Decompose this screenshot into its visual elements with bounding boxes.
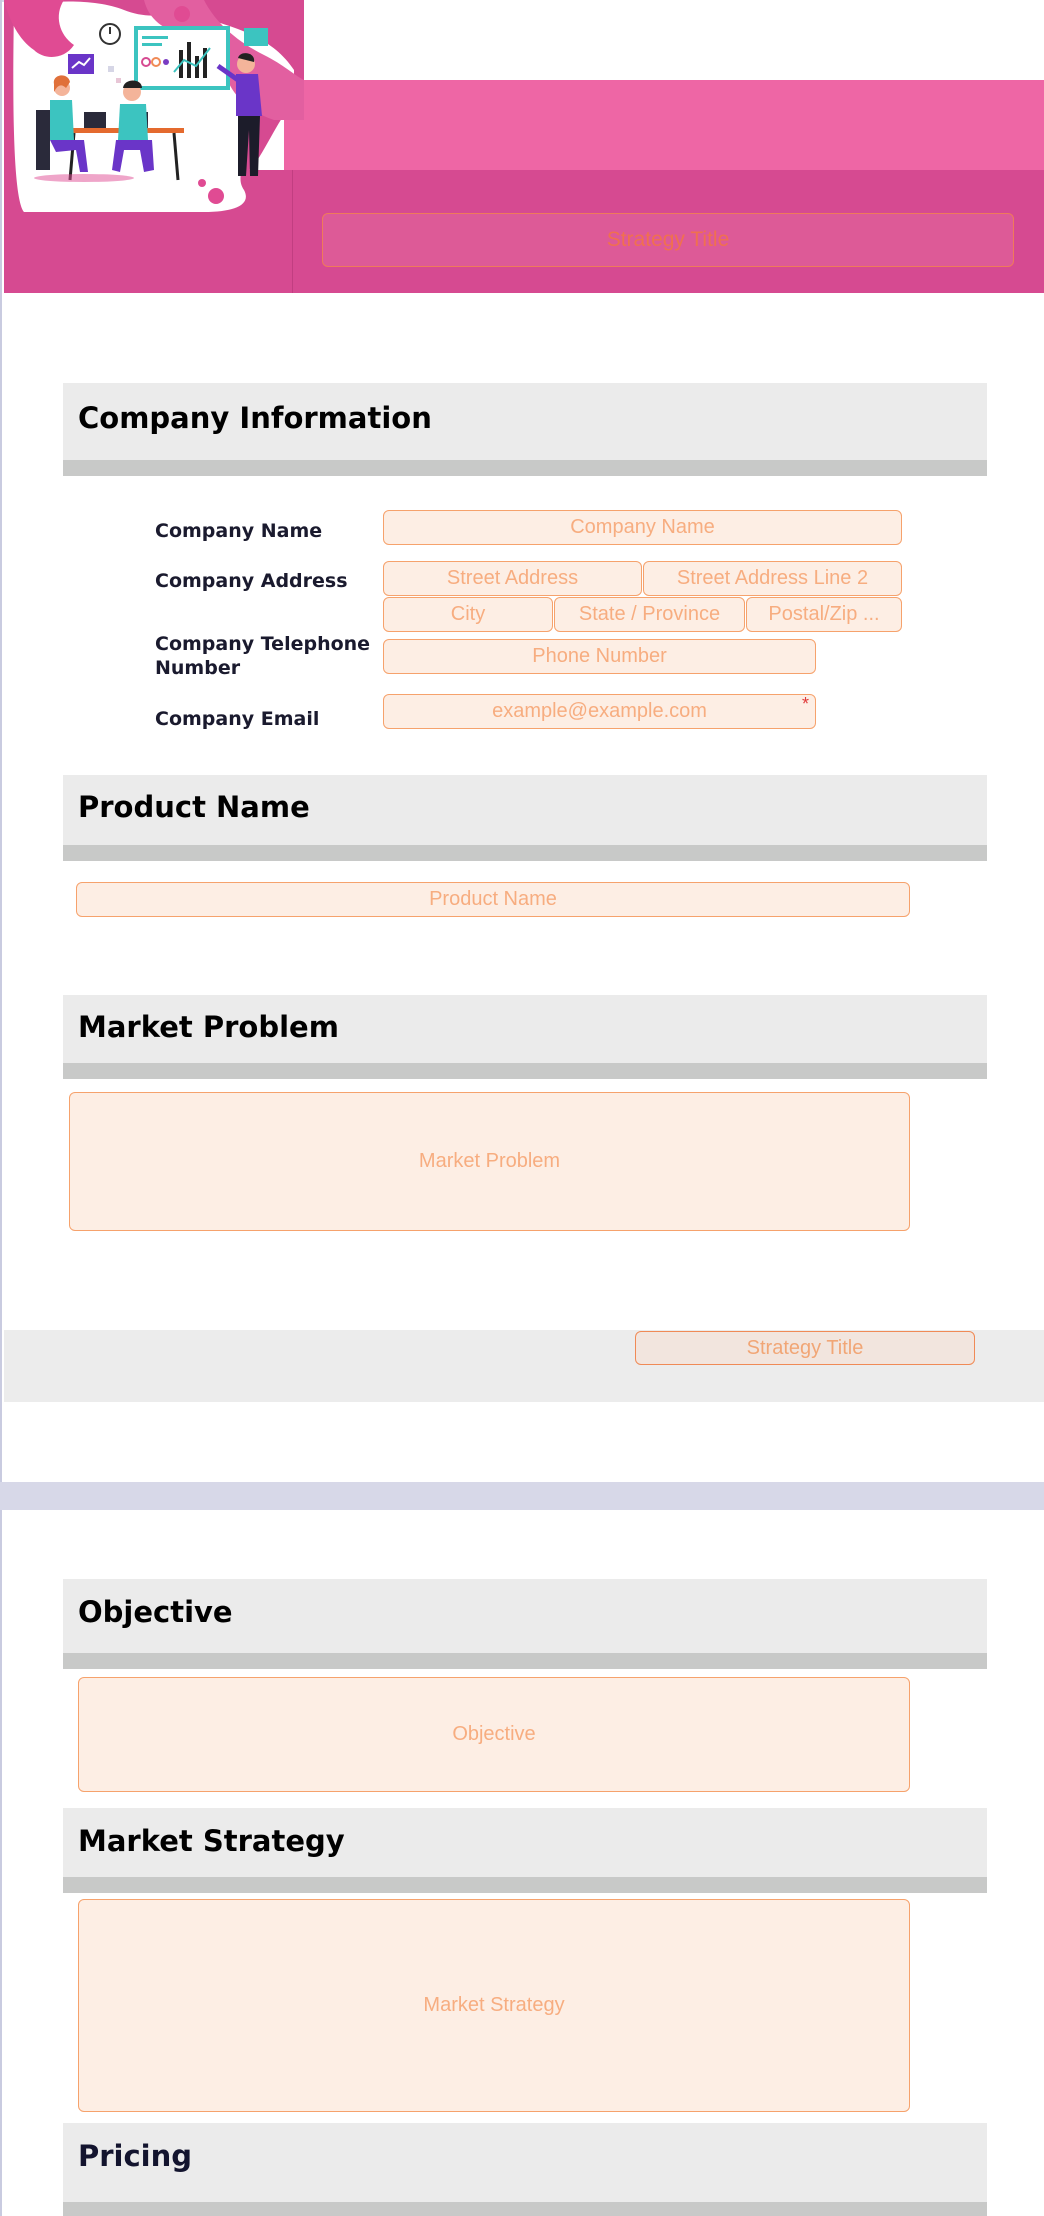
section-underline-bar (63, 2202, 987, 2216)
company-address-label: Company Address (155, 570, 348, 592)
postal-zip-input[interactable]: Postal/Zip ... (746, 597, 902, 632)
market-strategy-heading: Market Strategy (78, 1824, 345, 1858)
email-input[interactable]: example@example.com (383, 694, 816, 729)
company-email-label: Company Email (155, 708, 320, 730)
state-province-input[interactable]: State / Province (554, 597, 745, 632)
required-asterisk: * (802, 694, 810, 714)
pricing-section-header (63, 2123, 987, 2216)
team-meeting-illustration (4, 0, 304, 215)
product-name-heading: Product Name (78, 790, 310, 824)
page-left-edge (0, 0, 2, 2216)
objective-section-header (63, 1579, 987, 1669)
objective-heading: Objective (78, 1595, 233, 1629)
product-name-input[interactable]: Product Name (76, 882, 910, 917)
street-address-input[interactable]: Street Address (383, 561, 642, 596)
section-underline-bar (63, 1653, 987, 1669)
street-address-line2-input[interactable]: Street Address Line 2 (643, 561, 902, 596)
objective-textarea[interactable]: Objective (78, 1677, 910, 1792)
page-break (0, 1482, 1044, 1510)
company-name-input[interactable]: Company Name (383, 510, 902, 545)
header-pink-band (284, 80, 1044, 170)
section-underline-bar (63, 460, 987, 476)
company-information-heading: Company Information (78, 401, 432, 435)
company-name-label: Company Name (155, 520, 323, 542)
footer-strategy-title-input[interactable]: Strategy Title (635, 1331, 975, 1365)
product-name-section-header (63, 775, 987, 861)
market-strategy-textarea[interactable]: Market Strategy (78, 1899, 910, 2112)
company-information-section-header (63, 383, 987, 476)
market-problem-heading: Market Problem (78, 1010, 339, 1044)
phone-number-input[interactable]: Phone Number (383, 639, 816, 674)
city-input[interactable]: City (383, 597, 553, 632)
market-problem-section-header (63, 995, 987, 1079)
market-strategy-section-header (63, 1808, 987, 1893)
pricing-heading: Pricing (78, 2139, 193, 2173)
market-problem-textarea[interactable]: Market Problem (69, 1092, 910, 1231)
section-underline-bar (63, 1877, 987, 1893)
header-banner (4, 0, 1044, 293)
section-underline-bar (63, 845, 987, 861)
strategy-title-input[interactable]: Strategy Title (322, 213, 1014, 267)
company-telephone-label: Company Telephone Number (155, 633, 371, 679)
section-underline-bar (63, 1063, 987, 1079)
